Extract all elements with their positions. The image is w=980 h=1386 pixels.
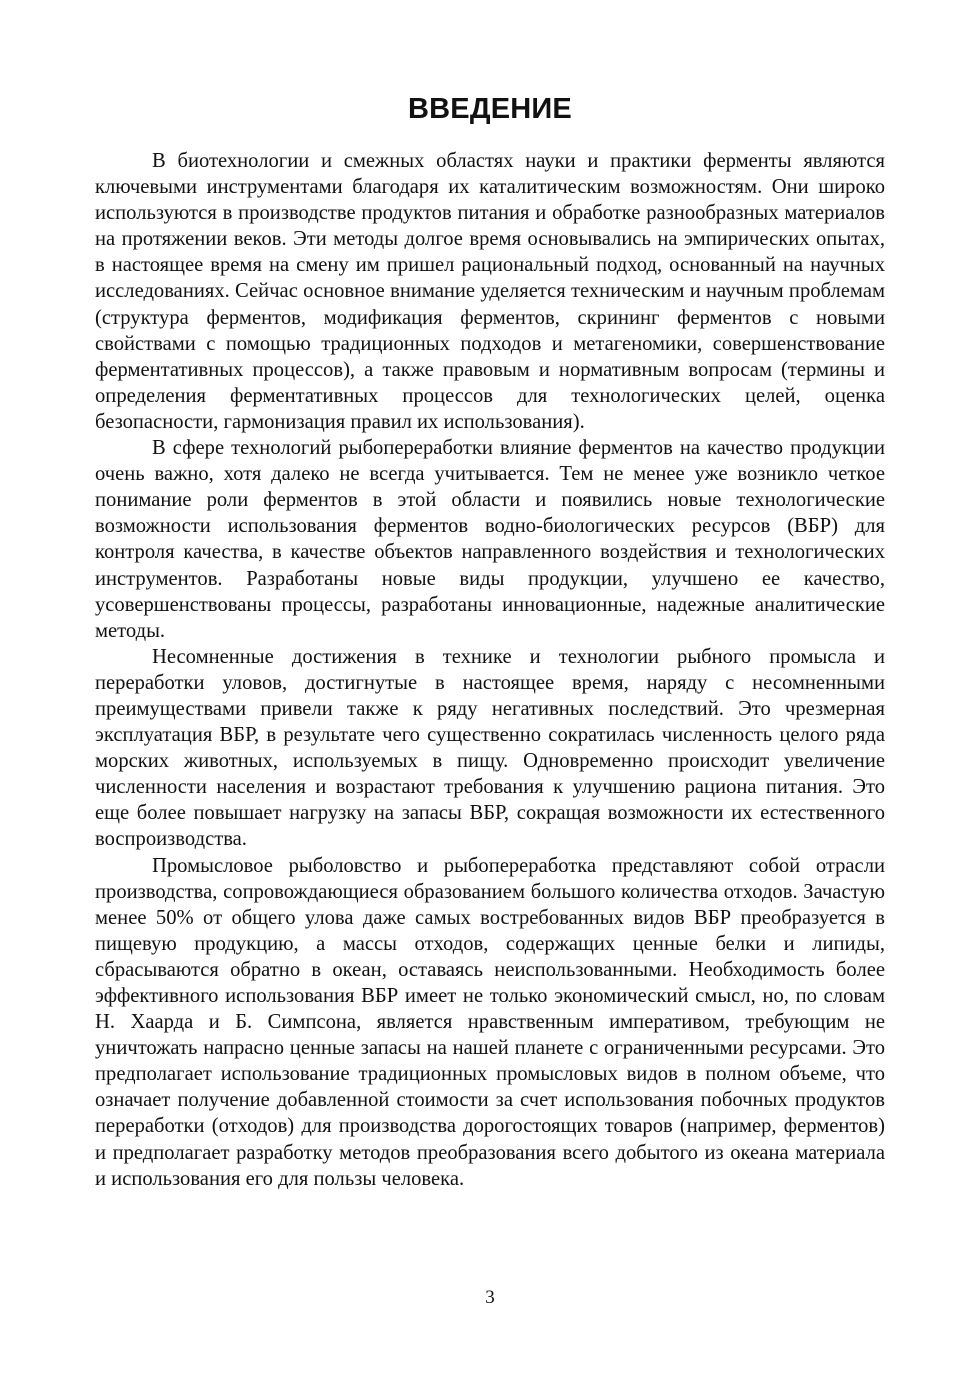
document-page	[95, 90, 885, 1192]
paragraph-enzymes-biotech: В биотехнологии и смежных областях науки и практики ферменты являются ключевыми инструментами благодаря их каталитическим возможностям. Они широко используются в производстве продуктов питания и обработке разнообразных материалов на протяжении веков. Эти методы долгое время основывались на эмпирических опытах, в настоящее время на смену им пришел рациональный подход, основанный на научных исследованиях. Сейчас основное внимание уделяется техническим и научным проблемам (структура ферментов, модификация ферментов, скрининг ферментов с новыми свойствами с помощью традиционных подходов и метагеномики, совершенствование ферментативных процессов), а также правовым и нормативным вопросам (термины и определения ферментативных процессов для технологических целей, оценка безопасности, гармонизация правил их использования).	[95, 150, 885, 433]
paragraph-negative-consequences: Несомненные достижения в технике и технологии рыбного промысла и переработки уловов, достигнутые в настоящее время, наряду с несомненными преимуществами привели также к ряду негативных последствий. Это чрезмерная эксплуатация ВБР, в результате чего существенно сократилась численность целого ряда морских животных, используемых в пищу. Одновременно происходит увеличение численности населения и возрастают требования к улучшению рациона питания. Это еще более повышает нагрузку на запасы ВБР, сокращая возможности их естественного воспроизводства.	[95, 645, 885, 851]
paragraph-fish-processing: В сфере технологий рыбопереработки влияние ферментов на качество продукции очень важно, хотя далеко не всегда учитывается. Тем не менее уже возникло четкое понимание роли ферментов в этой области и появились новые технологические возможности использования ферментов водно-биологических ресурсов (ВБР) для контроля качества, в качестве объектов направленного воздействия и технологических инструментов. Разработаны новые виды продукции, улучшено ее качество, усовершенствованы процессы, разработаны инновационные, надежные аналитические методы.	[95, 437, 885, 642]
page-title: ВВЕДЕНИЕ	[408, 93, 572, 125]
page-number: 3	[485, 1287, 495, 1308]
paragraph-waste-utilization: Промысловое рыболовство и рыбопереработка представляют собой отрасли производства, сопровождающиеся образованием большого количества отходов. Зачастую менее 50% от общего улова даже самых востребованных видов ВБР преобразуется в пищевую продукцию, а массы отходов, содержащих ценные белки и липиды, сбрасываются обратно в океан, оставаясь неиспользованными. Необходимость более эффективного использования ВБР имеет не только экономический смысл, но, по словам Н. Хаарда и Б. Симпсона, является нравственным императивом, требующим не уничтожать напрасно ценные запасы на нашей планете с ограниченными ресурсами. Это предполагает использование традиционных промысловых видов в полном объеме, что означает получение добавленной стоимости за счет использования побочных продуктов переработки (отходов) для производства дорогостоящих товаров (например, ферментов) и предполагает разработку методов преобразования всего добытого из океана материала и использования его для пользы человека.	[95, 854, 885, 1190]
